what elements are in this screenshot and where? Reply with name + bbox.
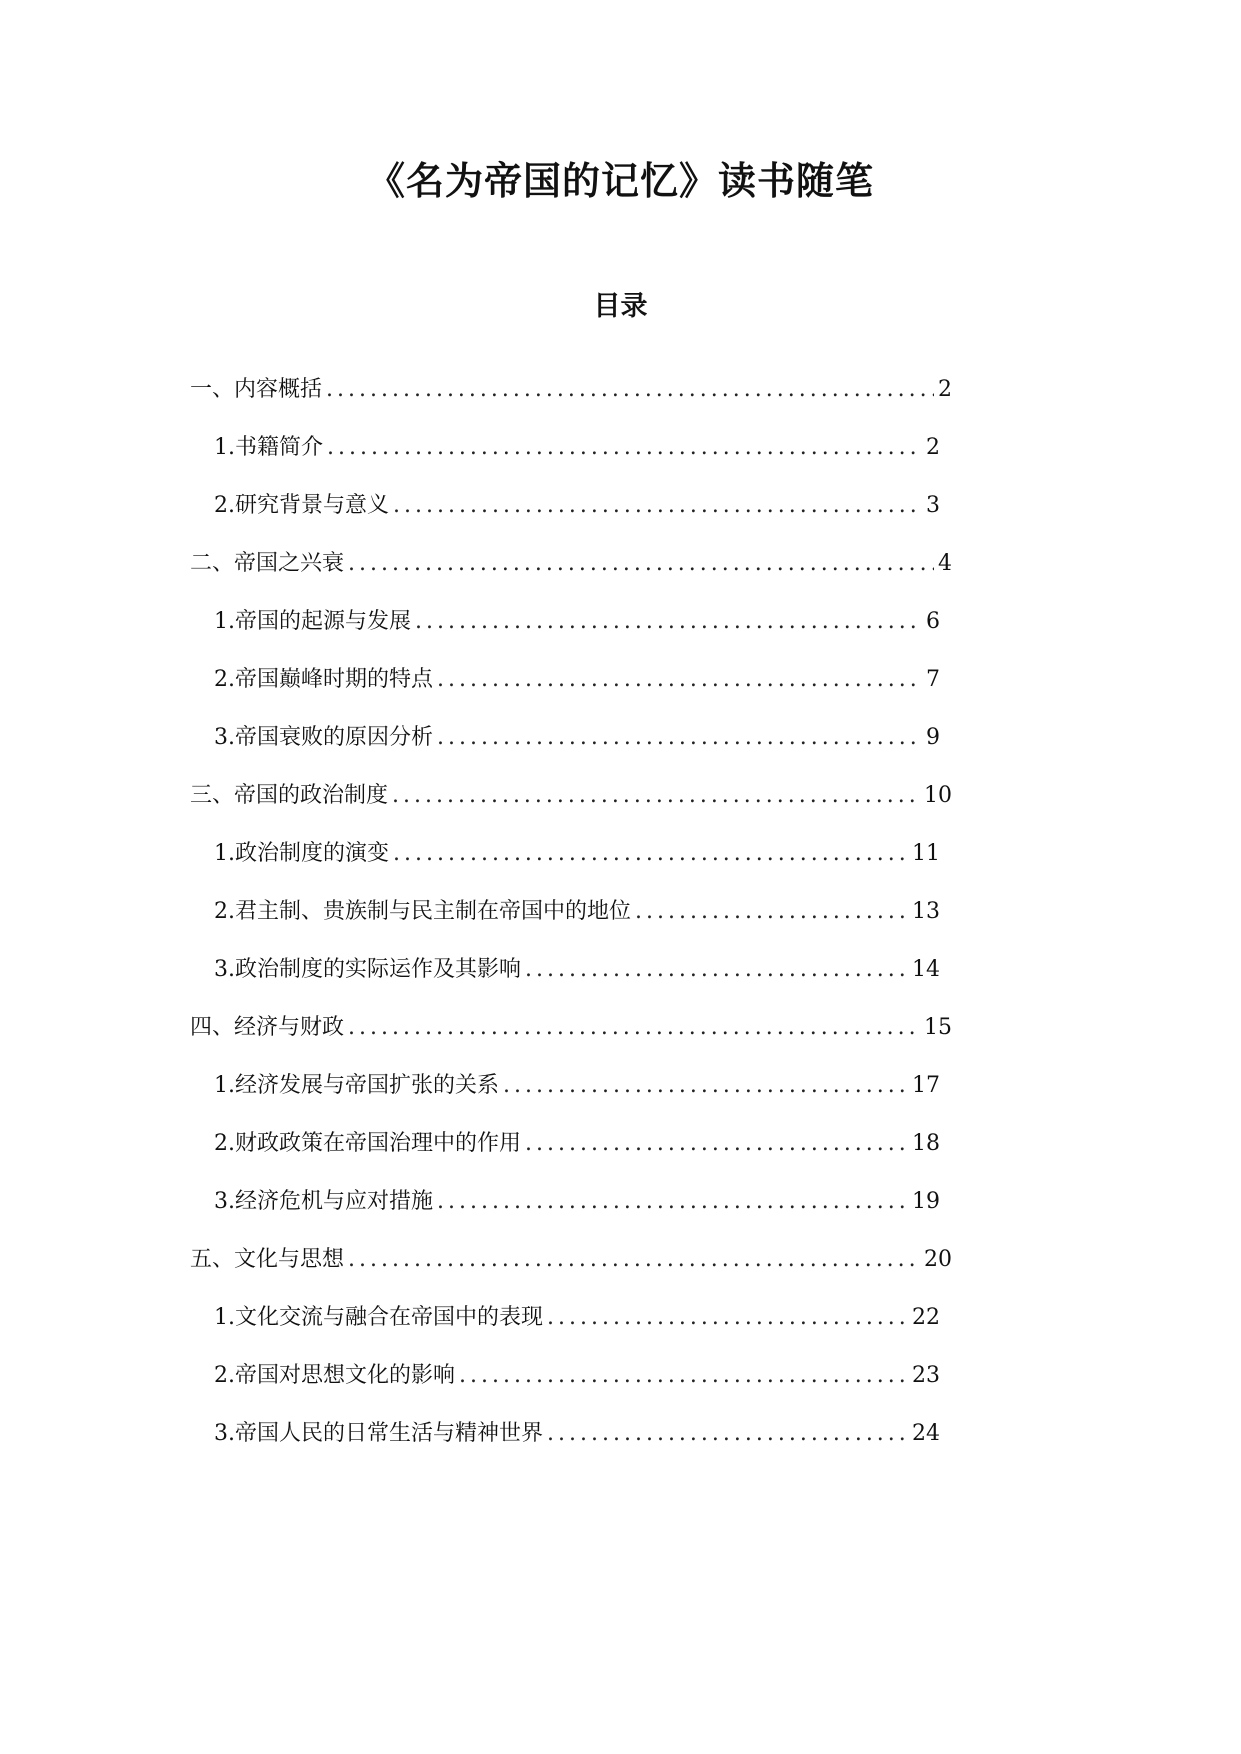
toc-dot-leader [393,489,922,523]
toc-entry-chapter[interactable] [190,547,952,581]
toc-entry-number: 2. [214,899,235,924]
toc-entry-number: 3. [214,1421,235,1446]
toc-entry-label: 文化交流与融合在帝国中的表现 [235,1305,544,1330]
toc-entry-label: 帝国衰败的原因分析 [235,725,434,750]
toc-entry-chapter[interactable] [190,1243,952,1277]
toc-dot-leader [525,953,908,987]
toc-entry-page-number: 2 [926,435,940,460]
toc-entry-section[interactable] [214,895,940,929]
toc-dot-leader [393,837,908,871]
toc-entry-section[interactable] [214,1185,940,1219]
toc-entry-page-number: 18 [912,1131,940,1156]
toc-dot-leader [503,1069,908,1103]
toc-entry-number: 2. [214,493,235,518]
toc-entry-label: 书籍简介 [235,435,324,460]
toc-entry-label: 经济发展与帝国扩张的关系 [235,1073,500,1098]
toc-entry-section[interactable] [214,1359,940,1393]
toc-entry-number: 2. [214,1363,235,1388]
toc-entry-page-number: 3 [926,493,940,518]
toc-entry-section[interactable] [214,1127,940,1161]
toc-entry-page-number: 4 [938,551,952,576]
toc-entry-section[interactable] [214,953,940,987]
toc-entry-number: 1. [214,1305,235,1330]
toc-entry-label: 帝国巅峰时期的特点 [235,667,434,692]
toc-entry-section[interactable] [214,663,940,697]
toc-entry-page-number: 24 [912,1421,940,1446]
toc-entry-number: 2. [214,667,235,692]
toc-entry-page-number: 15 [924,1015,952,1040]
toc-entry-label: 三、帝国的政治制度 [190,783,389,808]
toc-entry-page-number: 14 [912,957,940,982]
toc-dot-leader [415,605,922,639]
toc-heading: 目录 [593,291,648,322]
toc-entry-page-number: 22 [912,1305,940,1330]
toc-entry-section[interactable] [214,431,940,465]
toc-entry-section[interactable] [214,721,940,755]
toc-dot-leader [348,547,934,581]
toc-dot-leader [327,431,922,465]
toc-entry-label: 经济危机与应对措施 [235,1189,434,1214]
toc-dot-leader [459,1359,908,1393]
toc-entry-chapter[interactable] [190,779,952,813]
toc-dot-leader [326,373,934,407]
toc-entry-label: 帝国人民的日常生活与精神世界 [235,1421,544,1446]
toc-entry-label: 五、文化与思想 [190,1247,345,1272]
toc-entry-label: 帝国的起源与发展 [235,609,412,634]
toc-dot-leader [348,1243,920,1277]
toc-entry-page-number: 20 [924,1247,952,1272]
toc-entry-page-number: 23 [912,1363,940,1388]
toc-entry-page-number: 2 [938,377,952,402]
toc-entry-number: 1. [214,841,235,866]
toc-entry-page-number: 13 [912,899,940,924]
toc-entry-section[interactable] [214,605,940,639]
toc-entry-label: 财政政策在帝国治理中的作用 [235,1131,522,1156]
toc-entry-number: 3. [214,1189,235,1214]
toc-entry-label: 君主制、贵族制与民主制在帝国中的地位 [235,899,632,924]
toc-entry-label: 一、内容概括 [190,377,323,402]
toc-entry-chapter[interactable] [190,373,952,407]
toc-entry-page-number: 9 [926,725,940,750]
toc-entry-label: 四、经济与财政 [190,1015,345,1040]
toc-entry-label: 研究背景与意义 [235,493,390,518]
toc-dot-leader [437,1185,908,1219]
toc-entry-number: 1. [214,609,235,634]
toc-entry-number: 1. [214,435,235,460]
toc-entry-chapter[interactable] [190,1011,952,1045]
toc-entry-page-number: 10 [924,783,952,808]
toc-entry-number: 2. [214,1131,235,1156]
toc-entry-label: 帝国对思想文化的影响 [235,1363,456,1388]
toc-entry-section[interactable] [214,1301,940,1335]
toc-dot-leader [437,721,922,755]
toc-entry-page-number: 17 [912,1073,940,1098]
toc-entry-label: 二、帝国之兴衰 [190,551,345,576]
toc-dot-leader [547,1417,908,1451]
toc-dot-leader [635,895,908,929]
toc-entry-section[interactable] [214,1417,940,1451]
toc-entry-label: 政治制度的实际运作及其影响 [235,957,522,982]
toc-entry-page-number: 6 [926,609,940,634]
toc-dot-leader [525,1127,908,1161]
toc-entry-section[interactable] [214,1069,940,1103]
toc-entry-label: 政治制度的演变 [235,841,390,866]
toc-dot-leader [547,1301,908,1335]
toc-entry-page-number: 7 [926,667,940,692]
toc-entry-section[interactable] [214,489,940,523]
toc-entry-number: 3. [214,957,235,982]
toc-dot-leader [348,1011,920,1045]
toc-dot-leader [437,663,922,697]
toc-entry-page-number: 11 [912,841,940,866]
toc-entry-page-number: 19 [912,1189,940,1214]
toc-entry-number: 1. [214,1073,235,1098]
toc-dot-leader [392,779,920,813]
toc-entry-section[interactable] [214,837,940,871]
document-title: 《名为帝国的记忆》读书随笔 [366,159,874,203]
toc-entry-number: 3. [214,725,235,750]
